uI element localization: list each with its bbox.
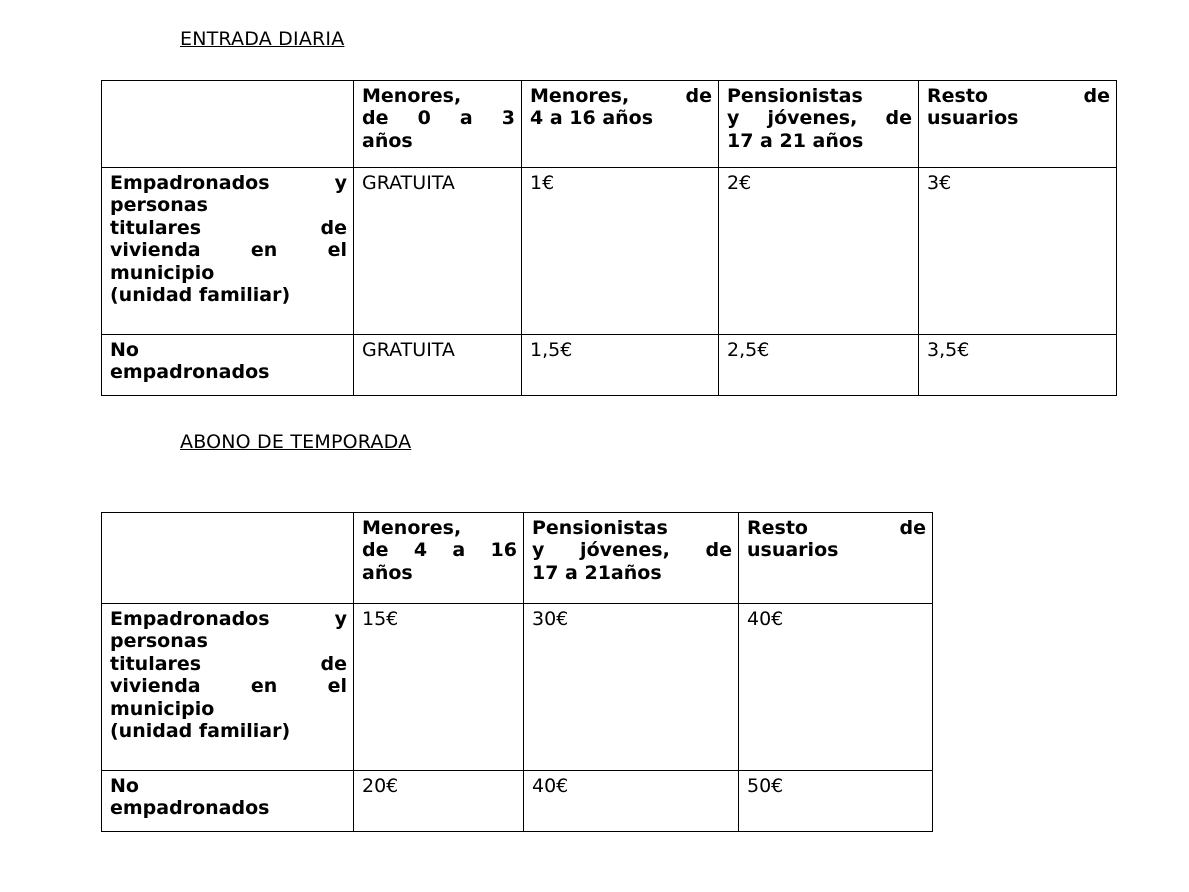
table-abono-temporada [101, 512, 933, 832]
header-line: Resto de [747, 517, 926, 539]
header-cell-menores-4-16 [522, 81, 719, 168]
cell-value: 50€ [739, 771, 933, 832]
cell-value: 3€ [919, 168, 1117, 335]
label-line: personas [110, 630, 208, 653]
header-line: 17 a 21años [532, 561, 662, 584]
section-title-abono-de-temporada: ABONO DE TEMPORADA [180, 431, 412, 453]
header-line: Resto de [927, 85, 1110, 107]
section-title-entrada-diaria: ENTRADA DIARIA [180, 28, 345, 50]
label-line: empadronados [110, 797, 270, 820]
cell-value: GRATUITA [354, 168, 522, 335]
cell-value: 1€ [522, 168, 719, 335]
header-cell-resto-usuarios [739, 513, 933, 604]
label-line: municipio [110, 697, 215, 720]
row-label-no-empadronados [102, 335, 354, 396]
cell-value: 20€ [354, 771, 524, 832]
label-line: No [110, 775, 139, 797]
header-line: y jóvenes, de [727, 107, 912, 130]
cell-value: 2€ [719, 168, 919, 335]
header-line: Menores, [362, 517, 462, 539]
cell-value: 40€ [739, 604, 933, 771]
header-line: usuarios [747, 539, 839, 562]
table-row [102, 168, 1117, 335]
cell-value: 40€ [524, 771, 739, 832]
cell-value: 1,5€ [522, 335, 719, 396]
label-line: (unidad familiar) [110, 720, 291, 743]
header-line: años [362, 561, 413, 584]
header-line: 17 a 21 años [727, 129, 864, 152]
label-line: (unidad familiar) [110, 284, 291, 307]
cell-value: 15€ [354, 604, 524, 771]
header-cell-blank [102, 81, 354, 168]
cell-value: 30€ [524, 604, 739, 771]
header-line: Menores, de [530, 85, 712, 107]
header-line: de 4 a 16 [362, 539, 517, 562]
cell-value: 3,5€ [919, 335, 1117, 396]
row-label-empadronados [102, 168, 354, 335]
header-line: años [362, 129, 413, 152]
table-row [102, 81, 1117, 168]
label-line: Empadronados y [110, 608, 347, 630]
header-cell-resto-usuarios [919, 81, 1117, 168]
cell-value: GRATUITA [354, 335, 522, 396]
label-line: Empadronados y [110, 172, 347, 194]
header-cell-menores-0-3 [354, 81, 522, 168]
row-label-empadronados [102, 604, 354, 771]
table-row [102, 335, 1117, 396]
label-line: titulares de [110, 216, 347, 239]
header-cell-pensionistas-jovenes [524, 513, 739, 604]
header-line: 4 a 16 años [530, 107, 654, 130]
cell-value: 2,5€ [719, 335, 919, 396]
table-entrada-diaria [101, 80, 1117, 396]
label-line: vivienda en el [110, 675, 347, 698]
table-row [102, 604, 933, 771]
label-line: municipio [110, 261, 215, 284]
label-line: titulares de [110, 652, 347, 675]
header-cell-pensionistas-jovenes [719, 81, 919, 168]
header-line: y jóvenes, de [532, 539, 732, 562]
label-line: vivienda en el [110, 239, 347, 262]
table-row [102, 513, 933, 604]
header-line: de 0 a 3 [362, 107, 515, 130]
header-line: usuarios [927, 107, 1019, 130]
header-line: Pensionistas [727, 85, 863, 107]
label-line: empadronados [110, 361, 270, 384]
header-line: Pensionistas [532, 517, 668, 539]
header-cell-blank [102, 513, 354, 604]
table-row [102, 771, 933, 832]
label-line: No [110, 339, 139, 361]
header-line: Menores, [362, 85, 462, 107]
label-line: personas [110, 194, 208, 217]
row-label-no-empadronados [102, 771, 354, 832]
header-cell-menores-4-16 [354, 513, 524, 604]
